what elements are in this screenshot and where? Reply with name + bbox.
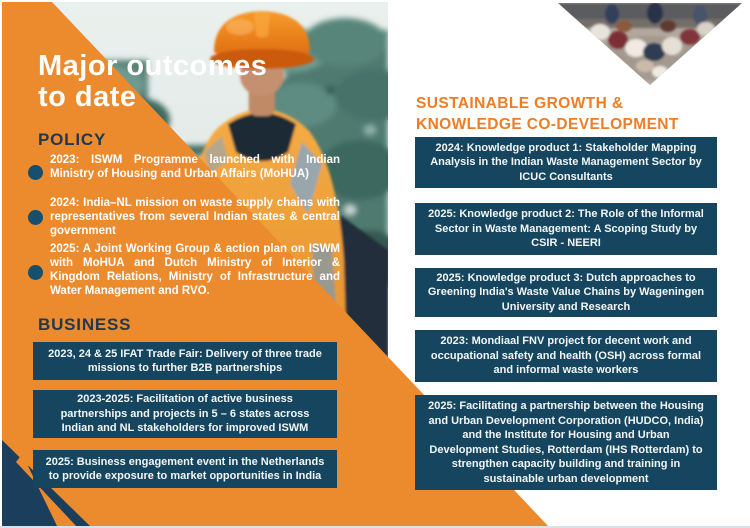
business-box-1: 2023, 24 & 25 IFAT Trade Fair: Delivery of three trade missions to further B2B partnerships: [33, 342, 337, 380]
knowledge-box-4: 2023: Mondiaal FNV project for decent work and occupational safety and health (OSH) across formal and informal waste workers: [415, 330, 717, 382]
policy-heading: POLICY: [38, 130, 107, 149]
knowledge-box-5: 2025: Facilitating a partnership between the Housing and Urban Development Corporation (HUDCO, India) and the Institute for Housing and Urban Development Studies, Rotterdam (IHS Rotterdam) to strengthen capacity building and training in sustainable urban development: [415, 395, 717, 490]
helmet-highlight: [226, 19, 254, 35]
business-box-3: 2025: Business engagement event in the Netherlands to provide exposure to market opportunities in India: [33, 450, 337, 488]
knowledge-box-1: 2024: Knowledge product 1: Stakeholder Mapping Analysis in the Indian Waste Management Sector by ICUC Consultants: [415, 137, 717, 188]
knowledge-box-3: 2025: Knowledge product 3: Dutch approaches to Greening India's Waste Value Chains by Wageningen University and Research: [415, 268, 717, 317]
page-title: [38, 51, 368, 113]
business-heading: BUSINESS: [38, 315, 132, 334]
policy-bullet-2: 2024: India–NL mission on waste supply chains with representatives from several Indian states & central government: [50, 197, 340, 237]
policy-bullet-1: 2023: ISWM Programme launched with Indian Ministry of Housing and Urban Affairs (MoHUA): [50, 154, 340, 180]
business-box-2: 2023-2025: Facilitation of active business partnerships and projects in 5 – 6 states across Indian and NL stakeholders for improved ISWM: [33, 390, 337, 438]
policy-bullet-3: 2025: A Joint Working Group & action plan on ISWM with MoHUA and Dutch Ministry of Interior & Kingdom Relations, Ministry of Infrastructure and Water Management and RVO.: [50, 243, 340, 297]
page-title-line1: Major outcomes: [38, 50, 268, 82]
bullet-dot: [28, 265, 43, 280]
bullet-dot: [28, 165, 43, 180]
helmet-ridge: [254, 12, 270, 38]
knowledge-heading: SUSTAINABLE GROWTH & KNOWLEDGE CO-DEVELOPMENT: [416, 95, 679, 133]
knowledge-box-2: 2025: Knowledge product 2: The Role of the Informal Sector in Waste Management: A Scoping Study by CSIR - NEERI: [415, 203, 717, 255]
top-right-photo-triangle: [558, 2, 742, 85]
page-title-line2: to date: [38, 81, 137, 113]
bullet-dot: [28, 210, 43, 225]
